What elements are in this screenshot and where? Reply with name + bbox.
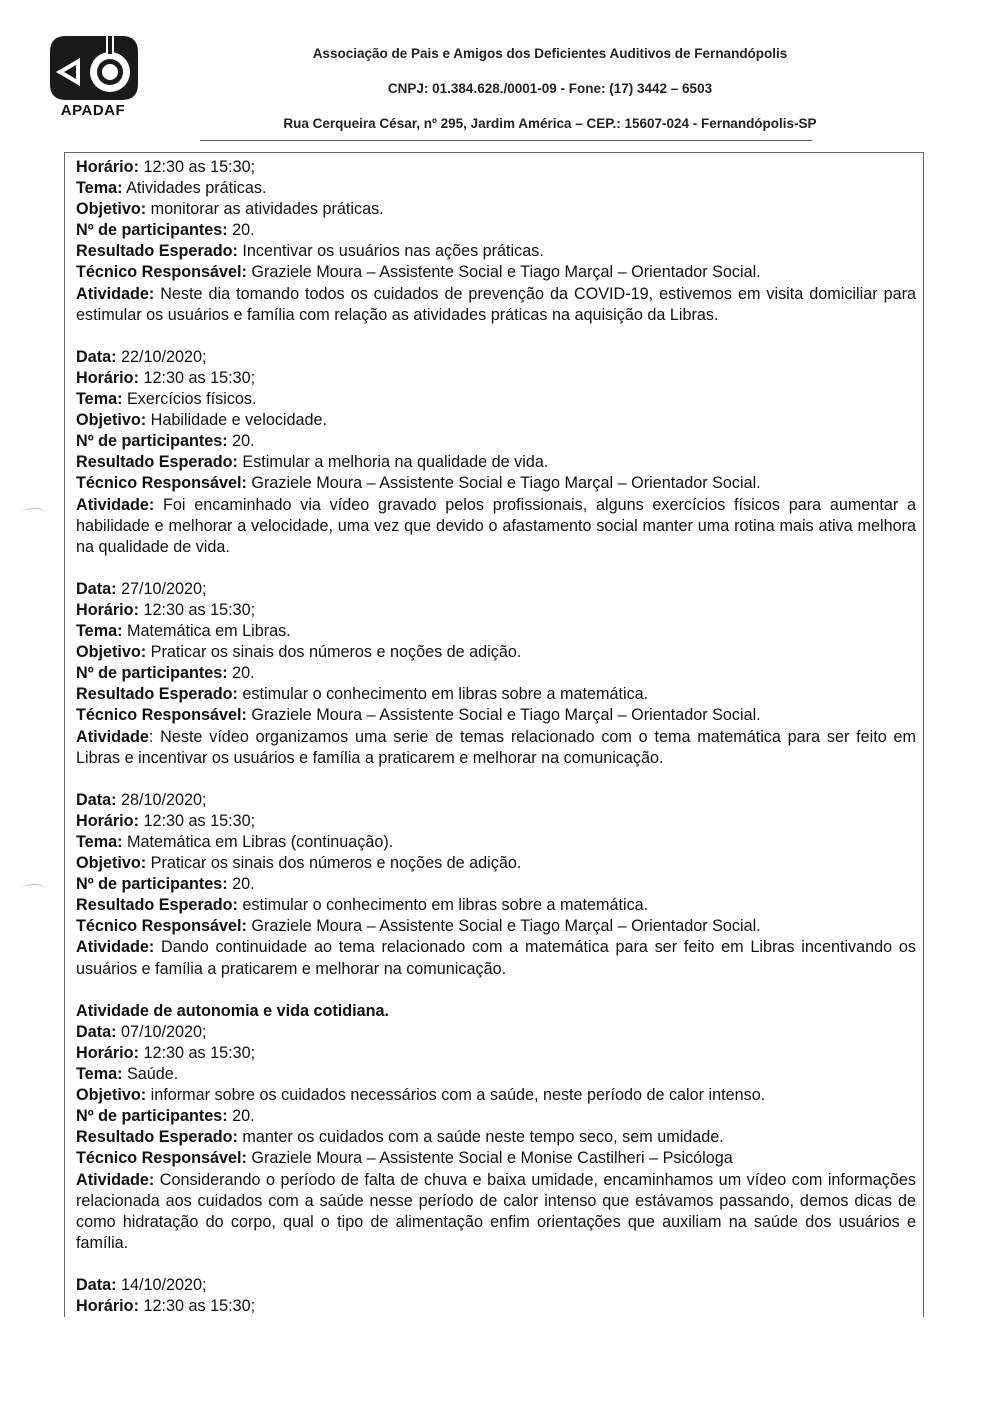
resultado-value: Incentivar os usuários nas ações práticas. xyxy=(237,242,544,261)
entry-data xyxy=(76,579,916,600)
objetivo-label: Objetivo: xyxy=(76,643,147,662)
entry-data xyxy=(76,790,916,811)
entry-horario xyxy=(76,600,916,621)
entry-data xyxy=(76,1022,916,1043)
atividade-value: : Neste vídeo organizamos uma serie de temas relacionado com o tema matemática para ser feito em Libras e incentivar os usuários e família a praticarem e melhorar na comunicação. xyxy=(76,727,916,767)
tecnico-label: Técnico Responsável: xyxy=(76,474,247,493)
entry-atividade xyxy=(76,495,916,558)
data-label: Data: xyxy=(76,347,117,366)
organization-name: Associação de Pais e Amigos dos Deficientes Auditivos de Fernandópolis xyxy=(312,46,788,61)
atividade-label: Atividade: xyxy=(76,1170,155,1189)
entry-tecnico xyxy=(76,1148,916,1169)
entry-objetivo xyxy=(76,853,916,874)
participantes-label: Nº de participantes: xyxy=(76,221,228,240)
horario-value: 12:30 as 15:30; xyxy=(138,1297,256,1316)
participantes-value: 20. xyxy=(227,221,255,240)
objetivo-value: monitorar as atividades práticas. xyxy=(146,200,384,219)
atividade-label: Atividade xyxy=(76,727,149,746)
logo-text: APADAF xyxy=(60,102,126,119)
participantes-label: Nº de participantes: xyxy=(76,875,228,894)
entry-participantes xyxy=(76,431,916,452)
objetivo-label: Objetivo: xyxy=(76,411,147,430)
margin-mark xyxy=(22,508,46,517)
tema-label: Tema: xyxy=(76,622,123,641)
entry-horario xyxy=(76,811,916,832)
entry-atividade xyxy=(76,1170,916,1254)
entry-resultado xyxy=(76,1127,916,1148)
entry-resultado xyxy=(76,895,916,916)
entry-atividade xyxy=(76,937,916,979)
tema-value: Saúde. xyxy=(122,1065,179,1084)
tecnico-value: Graziele Moura – Assistente Social e Monise Castilheri – Psicóloga xyxy=(246,1149,733,1168)
resultado-value: Estimular a melhoria na qualidade de vida. xyxy=(237,453,549,472)
objetivo-value: Praticar os sinais dos números e noções de adição. xyxy=(146,854,522,873)
report-content-box xyxy=(64,152,924,1317)
resultado-value: estimular o conhecimento em libras sobre a matemática. xyxy=(237,896,649,915)
header-divider xyxy=(200,140,812,141)
resultado-label: Resultado Esperado: xyxy=(76,1128,238,1147)
tecnico-label: Técnico Responsável: xyxy=(76,706,247,725)
horario-value: 12:30 as 15:30; xyxy=(138,368,256,387)
entry-horario xyxy=(76,1043,916,1064)
data-label: Data: xyxy=(76,579,117,598)
participantes-label: Nº de participantes: xyxy=(76,1107,228,1126)
participantes-value: 20. xyxy=(227,875,255,894)
tecnico-value: Graziele Moura – Assistente Social e Tiago Marçal – Orientador Social. xyxy=(246,263,761,282)
horario-value: 12:30 as 15:30; xyxy=(138,600,256,619)
data-label: Data: xyxy=(76,1275,117,1294)
atividade-label: Atividade: xyxy=(76,284,155,303)
entry-participantes xyxy=(76,874,916,895)
participantes-value: 20. xyxy=(227,1107,255,1126)
atividade-label: Atividade: xyxy=(76,938,155,957)
resultado-value: estimular o conhecimento em libras sobre a matemática. xyxy=(237,685,649,704)
tecnico-value: Graziele Moura – Assistente Social e Tiago Marçal – Orientador Social. xyxy=(246,917,761,936)
entry-participantes xyxy=(76,220,916,241)
participantes-label: Nº de participantes: xyxy=(76,664,228,683)
resultado-label: Resultado Esperado: xyxy=(76,896,238,915)
horario-label: Horário: xyxy=(76,1043,139,1062)
entry-resultado xyxy=(76,452,916,473)
entry-tema xyxy=(76,621,916,642)
horario-label: Horário: xyxy=(76,600,139,619)
section-title: Atividade de autonomia e vida cotidiana. xyxy=(76,1001,390,1020)
tema-value: Matemática em Libras (continuação). xyxy=(122,833,394,851)
atividade-value: Dando continuidade ao tema relacionado com a matemática para ser feito em Libras incentivando os usuários e família a praticarem e melhorar na comunicação. xyxy=(76,938,916,978)
data-label: Data: xyxy=(76,790,117,809)
margin-mark xyxy=(22,884,46,893)
tecnico-label: Técnico Responsável: xyxy=(76,263,247,282)
entry-tecnico xyxy=(76,473,916,494)
horario-label: Horário: xyxy=(76,1297,139,1316)
objetivo-label: Objetivo: xyxy=(76,1086,147,1105)
horario-label: Horário: xyxy=(76,368,139,387)
tema-label: Tema: xyxy=(76,833,123,851)
tecnico-value: Graziele Moura – Assistente Social e Tiago Marçal – Orientador Social. xyxy=(246,474,761,493)
entry-resultado xyxy=(76,241,916,262)
tema-label: Tema: xyxy=(76,1065,123,1084)
entry-objetivo xyxy=(76,1085,916,1106)
objetivo-label: Objetivo: xyxy=(76,854,147,873)
atividade-label: Atividade: xyxy=(76,495,155,514)
data-value: 27/10/2020; xyxy=(116,579,207,598)
tema-value: Matemática em Libras. xyxy=(122,622,291,641)
entry-tema xyxy=(76,1064,916,1085)
tema-value: Atividades práticas. xyxy=(122,179,267,198)
data-value: 28/10/2020; xyxy=(116,790,207,809)
report-content xyxy=(76,157,916,1317)
cnpj-phone: CNPJ: 01.384.628./0001-09 - Fone: (17) 3442 – 6503 xyxy=(387,81,713,96)
data-value: 22/10/2020; xyxy=(116,347,207,366)
entry-horario xyxy=(76,157,916,178)
objetivo-value: informar sobre os cuidados necessários com a saúde, neste período de calor intenso. xyxy=(146,1086,766,1105)
participantes-value: 20. xyxy=(227,664,255,683)
atividade-value: Neste dia tomando todos os cuidados de prevenção da COVID-19, estivemos em visita domiciliar para estimular os usuários e família com relação as atividades práticas na aquisição da Libras. xyxy=(76,284,916,324)
entry-horario xyxy=(76,368,916,389)
entry-tema xyxy=(76,178,916,199)
entry-data xyxy=(76,347,916,368)
tema-value: Exercícios físicos. xyxy=(122,390,257,409)
resultado-label: Resultado Esperado: xyxy=(76,685,238,704)
data-value: 07/10/2020; xyxy=(116,1022,207,1041)
horario-value: 12:30 as 15:30; xyxy=(138,158,256,176)
atividade-value: Considerando o período de falta de chuva e baixa umidade, encaminhamos um vídeo com informações relacionada aos cuidados com a saúde nesse período de calor intenso que estávamos passando, demos dicas de como hidratação do corpo, qual o tipo de alimentação enfim orientações que auxiliam na saúde dos usuários e família. xyxy=(76,1170,916,1252)
participantes-value: 20. xyxy=(227,432,255,451)
tecnico-value: Graziele Moura – Assistente Social e Tiago Marçal – Orientador Social. xyxy=(246,706,761,725)
apadaf-logo xyxy=(46,32,140,120)
data-value: 14/10/2020; xyxy=(116,1275,207,1294)
entry-participantes xyxy=(76,663,916,684)
entry-tecnico xyxy=(76,705,916,726)
entry-atividade xyxy=(76,284,916,326)
entry-tecnico xyxy=(76,262,916,283)
entry-tema xyxy=(76,832,916,853)
tema-label: Tema: xyxy=(76,390,123,409)
entry-objetivo xyxy=(76,199,916,220)
resultado-label: Resultado Esperado: xyxy=(76,242,238,261)
entry-participantes xyxy=(76,1106,916,1127)
tema-label: Tema: xyxy=(76,179,123,198)
horario-value: 12:30 as 15:30; xyxy=(138,1043,256,1062)
entry-objetivo xyxy=(76,642,916,663)
entry-atividade xyxy=(76,727,916,769)
entry-tecnico xyxy=(76,916,916,937)
entry-resultado xyxy=(76,684,916,705)
horario-label: Horário: xyxy=(76,811,139,830)
resultado-label: Resultado Esperado: xyxy=(76,453,238,472)
objetivo-value: Praticar os sinais dos números e noções de adição. xyxy=(146,643,522,662)
entry-horario xyxy=(76,1296,916,1317)
horario-value: 12:30 as 15:30; xyxy=(138,811,256,830)
data-label: Data: xyxy=(76,1022,117,1041)
objetivo-value: Habilidade e velocidade. xyxy=(146,411,328,430)
entry-objetivo xyxy=(76,410,916,431)
resultado-value: manter os cuidados com a saúde neste tempo seco, sem umidade. xyxy=(237,1128,724,1147)
participantes-label: Nº de participantes: xyxy=(76,432,228,451)
tecnico-label: Técnico Responsável: xyxy=(76,917,247,936)
address: Rua Cerqueira César, nº 295, Jardim América – CEP.: 15607-024 - Fernandópolis-SP xyxy=(283,116,817,131)
atividade-value: Foi encaminhado via vídeo gravado pelos profissionais, alguns exercícios físicos para aumentar a habilidade e melhorar a velocidade, uma vez que devido o afastamento social manter uma rotina mais ativa melhora na qualidade de vida. xyxy=(76,495,916,556)
ear-logo-icon xyxy=(46,32,140,104)
tecnico-label: Técnico Responsável: xyxy=(76,1149,247,1168)
horario-label: Horário: xyxy=(76,158,139,176)
objetivo-label: Objetivo: xyxy=(76,200,147,219)
entry-data xyxy=(76,1275,916,1296)
entry-tema xyxy=(76,389,916,410)
